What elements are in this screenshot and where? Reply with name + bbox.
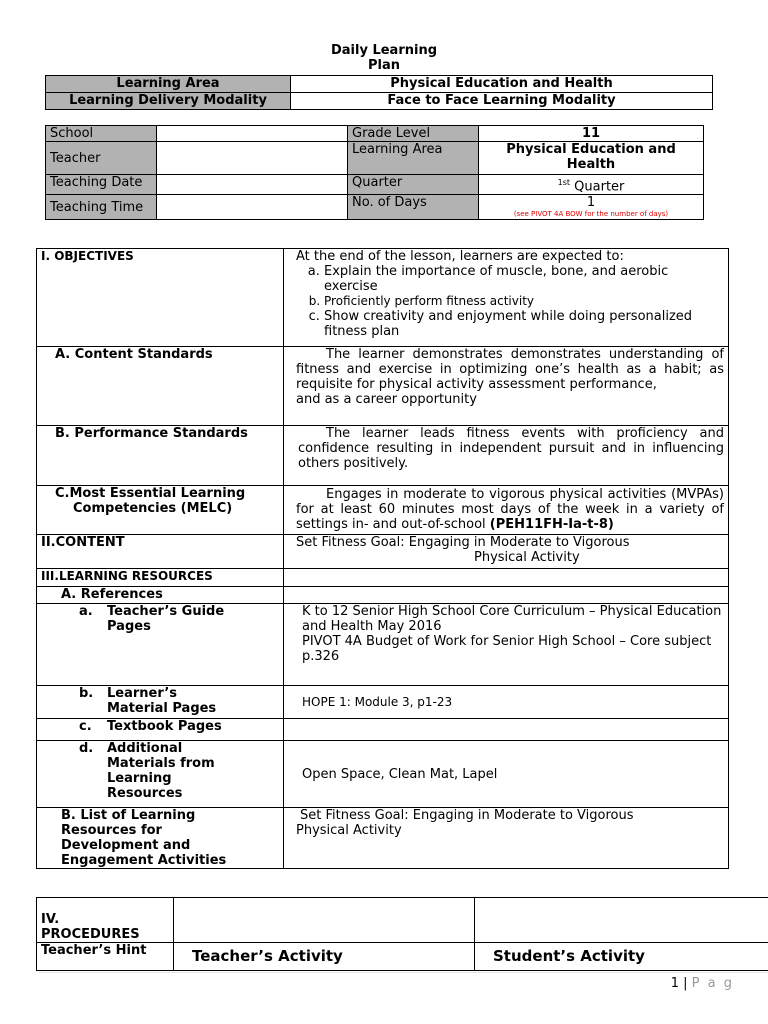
document-title-line-1: Daily Learning [330, 43, 438, 58]
objective-item: b. Proficiently perform fitness activity [324, 294, 724, 309]
melc-text: Engages in moderate to vigorous physical activities (MVPAs) for at least 60 minutes most days of the week in a variety of settings in- and out-of-school [296, 487, 724, 532]
learning-area-label-2: Learning Area [348, 142, 479, 175]
list-of-resources-label: B. List of Learning Resources for Development and Engagement Activities [61, 808, 227, 868]
teacher-guide-letter: a. [79, 604, 93, 619]
quarter-superscript: 1st [557, 178, 571, 187]
grade-level-value: 11 [479, 126, 704, 142]
content-line-1: Set Fitness Goal: Engaging in Moderate to Vigorous [296, 535, 630, 550]
teaching-time-value [157, 195, 348, 220]
additional-materials-label-cell [37, 741, 284, 808]
teacher-guide-label: Teacher’s Guide Pages [107, 604, 225, 634]
teacher-hint-label: Teacher’s Hint [37, 943, 174, 971]
school-info-table [45, 125, 704, 220]
page-footer [671, 976, 734, 991]
modality-value: Face to Face Learning Modality [291, 93, 713, 110]
content-standards-cell [284, 347, 729, 426]
learner-material-label-cell [37, 686, 284, 719]
teacher-guide-label-cell [37, 604, 284, 686]
melc-label-cell [37, 486, 284, 535]
procedures-label-line-2: PROCEDURES [41, 927, 140, 942]
procedures-label-cell [37, 898, 174, 943]
learning-resources-value [284, 569, 729, 587]
learning-resources-label: III.LEARNING RESOURCES [37, 569, 284, 587]
no-of-days-value: 1 [586, 195, 596, 211]
learning-area-label: Learning Area [46, 76, 291, 93]
modality-label: Learning Delivery Modality [46, 93, 291, 110]
content-label: II.CONTENT [37, 535, 284, 569]
performance-standards-text: The learner leads fitness events with proficiency and confidence resulting in independent pursuit and in influencing others positively. [284, 426, 729, 486]
school-value [157, 126, 348, 142]
textbook-label-cell [37, 719, 284, 741]
content-standards-text-2: and as a career opportunity [296, 392, 477, 407]
additional-materials-label: Additional Materials from Learning Resources [107, 741, 215, 801]
teaching-date-value [157, 175, 348, 195]
additional-materials-value: Open Space, Clean Mat, Lapel [284, 741, 729, 808]
procedures-table [36, 897, 768, 971]
document-title-line-2: Plan [367, 58, 400, 73]
student-activity-header: Student’s Activity [475, 943, 768, 971]
references-label: A. References [37, 587, 284, 604]
page-word: P a g [691, 976, 734, 991]
objectives-label: I. OBJECTIVES [37, 249, 284, 347]
content-standards-label: A. Content Standards [37, 347, 284, 426]
content-standards-text: The learner demonstrates demonstrates understanding of fitness and exercise in optimizing one’s health as a habit; as requisite for physical activity assessment performance, [296, 347, 724, 392]
objective-item: a. Explain the importance of muscle, bone, and aerobic exercise [324, 264, 724, 294]
page-separator: | [683, 976, 688, 991]
performance-standards-label: B. Performance Standards [37, 426, 284, 486]
textbook-letter: c. [79, 719, 92, 734]
objectives-list [296, 264, 724, 339]
no-of-days-label: No. of Days [348, 195, 479, 220]
teacher-activity-header: Teacher’s Activity [174, 943, 475, 971]
quarter-text: Quarter [574, 179, 625, 195]
procedures-header-blank-2 [475, 898, 768, 943]
teacher-guide-cell [284, 604, 729, 686]
learner-material-value: HOPE 1: Module 3, p1-23 [284, 686, 729, 719]
footer-divider [38, 972, 768, 973]
melc-cell [284, 486, 729, 535]
list-of-resources-label-cell [37, 808, 284, 869]
teacher-label: Teacher [46, 142, 157, 175]
grade-level-label: Grade Level [348, 126, 479, 142]
learner-material-label: Learner’s Material Pages [107, 686, 217, 716]
learning-area-value-2: Physical Education and Health [479, 142, 704, 175]
objectives-cell [284, 249, 729, 347]
objectives-intro: At the end of the lesson, learners are expected to: [296, 249, 624, 264]
melc-label-line-1: C.Most Essential Learning [55, 486, 246, 501]
references-value [284, 587, 729, 604]
learning-area-value: Physical Education and Health [291, 76, 713, 93]
melc-label-line-2: Competencies (MELC) [73, 501, 233, 516]
quarter-label: Quarter [348, 175, 479, 195]
list-of-resources-text: Set Fitness Goal: Engaging in Moderate to Vigorous Physical Activity [296, 808, 634, 838]
list-of-resources-value [284, 808, 729, 869]
additional-materials-letter: d. [79, 741, 94, 756]
textbook-label: Textbook Pages [107, 719, 222, 734]
procedures-label-line-1: IV. [41, 912, 60, 927]
melc-code: (PEH11FH-Ia-t-8) [489, 517, 614, 532]
learner-material-letter: b. [79, 686, 94, 701]
objective-item: c. Show creativity and enjoyment while doing personalized fitness plan [324, 309, 724, 339]
no-of-days-note: (see PIVOT 4A BOW for the number of days) [513, 210, 669, 219]
school-label: School [46, 126, 157, 142]
lesson-plan-table [36, 248, 729, 869]
quarter-value [479, 175, 704, 195]
teaching-time-label: Teaching Time [46, 195, 157, 220]
learning-area-table [45, 75, 713, 110]
textbook-value [284, 719, 729, 741]
teacher-value [157, 142, 348, 175]
teaching-date-label: Teaching Date [46, 175, 157, 195]
procedures-header-blank-1 [174, 898, 475, 943]
teacher-guide-value-1: K to 12 Senior High School Core Curriculum – Physical Education and Health May 2016 [302, 604, 722, 634]
page-number: 1 [670, 976, 679, 991]
no-of-days-cell [479, 195, 704, 220]
teacher-guide-value-2: PIVOT 4A Budget of Work for Senior High School – Core subject p.326 [302, 634, 712, 664]
content-cell [284, 535, 729, 569]
content-line-2: Physical Activity [474, 550, 580, 565]
